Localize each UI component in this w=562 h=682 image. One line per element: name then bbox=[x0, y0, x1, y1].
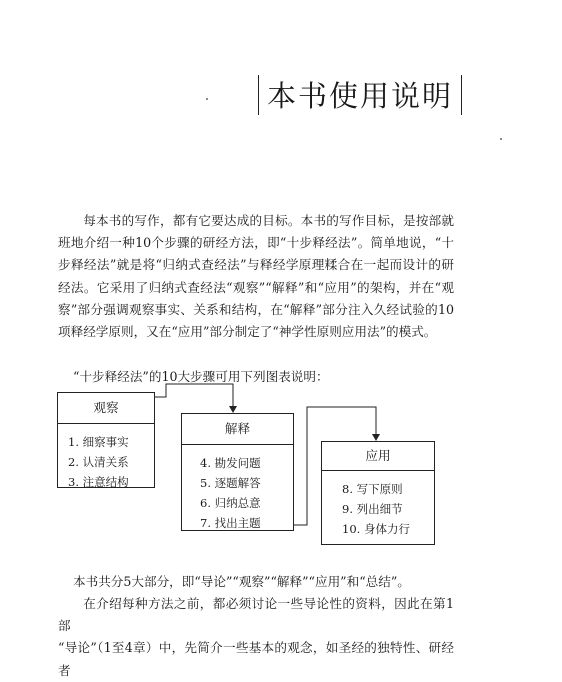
interpret-step: 7. 找出主题 bbox=[200, 516, 261, 530]
introduction-paragraph bbox=[58, 593, 454, 682]
observe-to-interpret-connector bbox=[155, 384, 233, 407]
observe-step: 2. 认清关系 bbox=[68, 455, 129, 469]
chapter-title: 本书使用说明 bbox=[267, 79, 454, 113]
introduction-line: “导论”（1至4章）中，先简介一些基本的观念，如圣经的独特性、研经者 bbox=[58, 640, 454, 678]
book-parts-paragraph: 本书共分5大部分，即“导论”“观察”“解释”“应用”和“总结”。 bbox=[73, 574, 410, 589]
apply-step: 8. 写下原则 bbox=[342, 482, 403, 496]
apply-box-title: 应用 bbox=[322, 442, 434, 471]
diagram-intro-paragraph: “十步释经法”的10大步骤可用下列图表说明： bbox=[73, 369, 329, 384]
intro-paragraph: 每本书的写作，都有它要达成的目标。本书的写作目标，是按部就班地介绍一种10个步骤的研经方法，即“十步释经法”。简单地说，“十步释经法”就是将“归纳式查经法”与释经学原理糅合在一起而设计的研经法。它采用了归纳式查经法“观察”“解释”和“应用”的架构，并在“观察”部分强调观察事实、关系和结构，在“解释”部分注入久经试验的10项释经学原则，又在“应用”部分制定了“神学性原则应用法”的模式。 bbox=[58, 213, 454, 340]
observe-box-title: 观察 bbox=[58, 393, 154, 424]
interpret-box-title: 解释 bbox=[182, 414, 293, 445]
interpret-step: 5. 逐题解答 bbox=[200, 476, 261, 490]
interpret-step: 6. 归纳总意 bbox=[200, 496, 261, 510]
arrowhead bbox=[229, 406, 237, 413]
interpret-box bbox=[181, 413, 294, 531]
observe-step: 3. 注意结构 bbox=[68, 475, 129, 489]
observe-box bbox=[57, 392, 155, 488]
apply-box bbox=[321, 441, 435, 545]
observe-step: 1. 细察事实 bbox=[68, 435, 129, 449]
introduction-line: 在介绍每种方法之前，都必须讨论一些导论性的资料，因此在第1部 bbox=[58, 596, 454, 634]
interpret-step: 4. 勘发问题 bbox=[200, 456, 261, 470]
apply-step: 10. 身体力行 bbox=[342, 522, 410, 536]
apply-step: 9. 列出细节 bbox=[342, 502, 403, 516]
arrowhead bbox=[372, 434, 380, 441]
